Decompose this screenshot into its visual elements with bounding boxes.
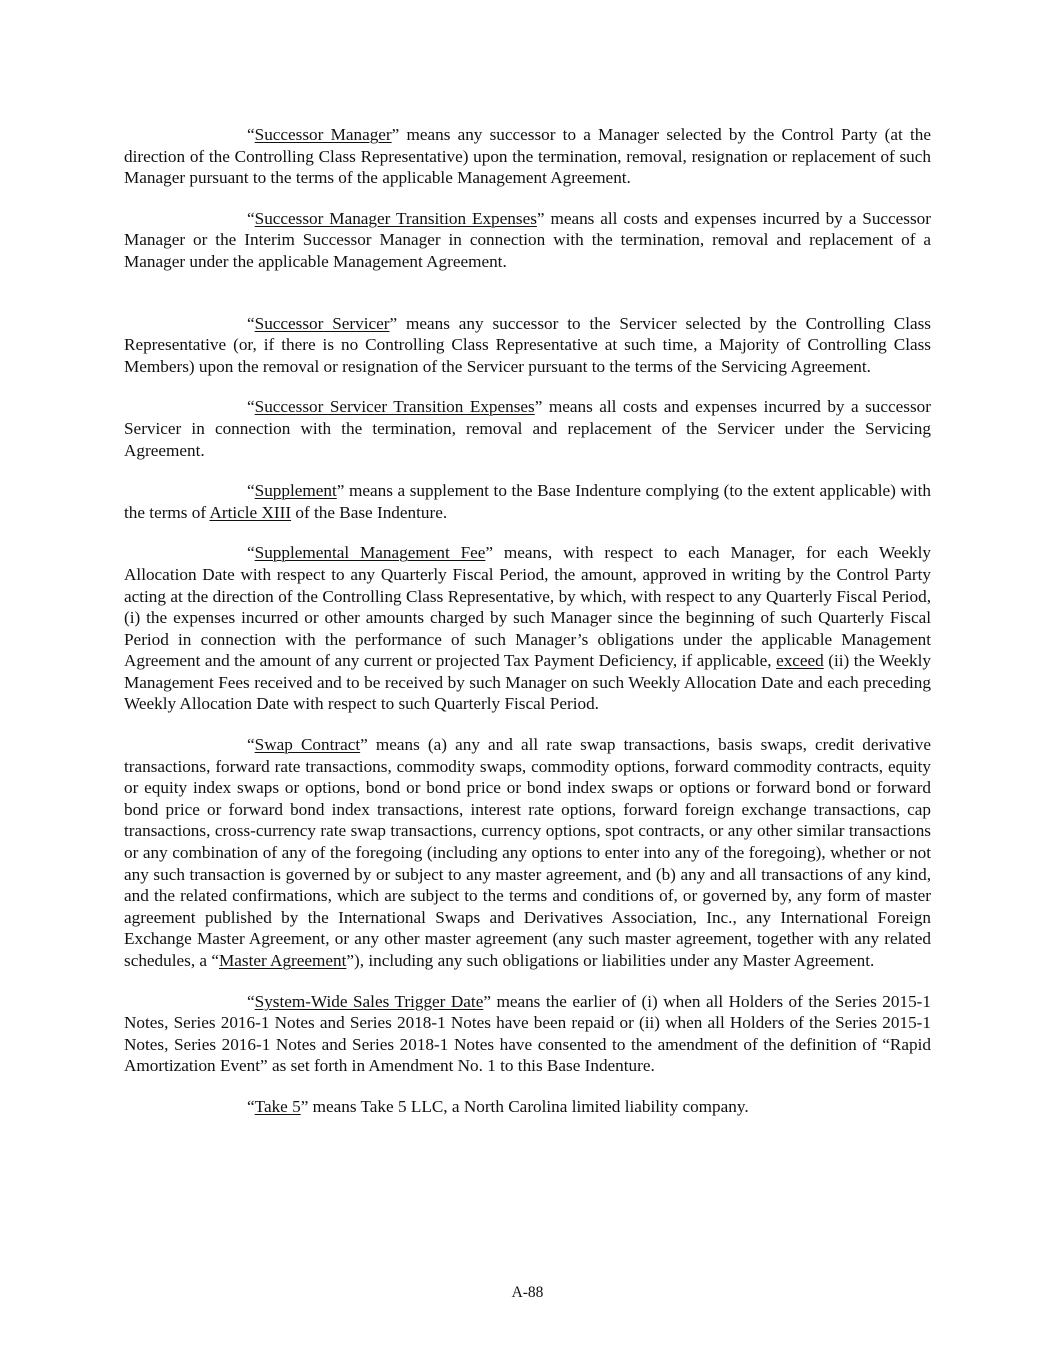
defined-term-master-agreement: Master Agreement — [218, 951, 347, 970]
definition-text: ” means, with respect to each Manager, for each Weekly Allocation Date with respect to any Quarterly Fiscal Period, the amount, approved in writing by the Control Party acting at the direction of the Controlling Class Representative, by which, with respect to any Quarterly Fiscal Period, (i) the expenses incurred or other amounts charged by such Manager since the beginning of such Quarterly Fiscal Period in connection with the performance of such Manager’s obligations under the applicable Management Agreement and the amount of any current or projected Tax Payment Deficiency, if applicable, — [124, 543, 931, 671]
definition-text: of the Base Indenture. — [291, 502, 448, 522]
definition-text: ” means a supplement to the Base Indenture complying (to the extent applicable) with the terms of — [124, 481, 931, 522]
definition-text: ” means any successor to a Manager selected by the Control Party (at the direction of the Controlling Class Representative) upon the termination, removal, resignation or replacement of such Manager pursuant to the terms of the applicable Management Agreement. — [124, 125, 931, 188]
definition-text: ” means (a) any and all rate swap transactions, basis swaps, credit derivative transactions, forward rate transactions, commodity swaps, commodity options, forward commodity contracts, equity or equity index swaps or options, bond or bond price or bond index swaps or options or forward bond or forward bond price or forward bond index transactions, interest rate options, forward foreign exchange transactions, cap transactions, cross-currency rate swap transactions, currency options, spot contracts, or any other similar transactions or any combination of any of the foregoing (including any options to enter into any of the foregoing), whether or not any such transaction is governed by or subject to any master agreement, and (b) any and all transactions of any kind, and the related confirmations, which are subject to the terms and conditions of, or governed by, any form of master agreement published by the International Swaps and Derivatives Association, Inc., any International Foreign Exchange Master Agreement, or any other master agreement (any such master agreement, together with any related schedules, a “ — [124, 735, 931, 970]
defined-term: Successor Manager — [254, 125, 392, 144]
definition-successor-servicer-transition-expenses: “Successor Servicer Transition Expenses” means all costs and expenses incurred by a successor Servicer in connection with the termination, removal and replacement of the Servicer under the Servicing Agreement. — [124, 397, 931, 460]
document-page — [124, 124, 931, 1137]
definition-swap-contract: “Swap Contract” means (a) any and all rate swap transactions, basis swaps, credit derivative transactions, forward rate transactions, commodity swaps, commodity options, forward commodity contracts, equity or equity index swaps or options, bond or bond price or bond index swaps or options or forward bond or forward bond price or forward bond index transactions, interest rate options, forward foreign exchange transactions, cap transactions, cross-currency rate swap transactions, currency options, spot contracts, or any other similar transactions or any combination of any of the foregoing (including any options to enter into any of the foregoing), whether or not any such transaction is governed by or subject to any master agreement, and (b) any and all transactions of any kind, and the related confirmations, which are subject to the terms and conditions of, or governed by, any form of master agreement published by the International Swaps and Derivatives Association, Inc., any International Foreign Exchange Master Agreement, or any other master agreement (any such master agreement, together with any related schedules, a “Master Agreement”), including any such obligations or liabilities under any Master Agreement. — [124, 735, 931, 970]
definition-supplement: “Supplement” means a supplement to the Base Indenture complying (to the extent applicable) with the terms of Article XIII of the Base Indenture. — [124, 481, 931, 522]
definition-text: ” means all costs and expenses incurred by a Successor Manager or the Interim Successor Manager in connection with the termination, removal and replacement of a Manager under the applicable Management Agreement. — [124, 208, 931, 271]
cross-reference-article-xiii: Article XIII — [209, 502, 292, 522]
defined-term: Successor Servicer — [254, 313, 390, 333]
definition-successor-servicer: “Successor Servicer” means any successor to the Servicer selected by the Controlling Class Representative (or, if there is no Controlling Class Representative at such time, a Majority of Controlling Class Members) upon the removal or resignation of the Servicer pursuant to the terms of the Servicing Agreement. — [124, 313, 931, 376]
definition-text: ” means any successor to the Servicer selected by the Controlling Class Representative (or, if there is no Controlling Class Representative at such time, a Majority of Controlling Class Members) upon the removal or resignation of the Servicer pursuant to the terms of the Servicing Agreement. — [124, 313, 931, 376]
definition-take-5: “Take 5” means Take 5 LLC, a North Carolina limited liability company. — [247, 1096, 749, 1116]
definition-successor-manager: “Successor Manager” means any successor to a Manager selected by the Control Party (at the direction of the Controlling Class Representative) upon the termination, removal, resignation or replacement of such Manager pursuant to the terms of the applicable Management Agreement. — [124, 125, 931, 188]
definition-text: ” means the earlier of (i) when all Holders of the Series 2015-1 Notes, Series 2016-1 Notes and Series 2018-1 Notes have been repaid or (ii) when all Holders of the Series 2015-1 Notes, Series 2016-1 Notes and Series 2018-1 Notes have consented to the amendment of the definition of “Rapid Amortization Event” as set forth in Amendment No. 1 to this Base Indenture. — [124, 991, 931, 1076]
definition-text: (ii) the Weekly Management Fees received and to be received by such Manager on such Weekly Allocation Date and each preceding Weekly Allocation Date with respect to such Quarterly Fiscal Period. — [124, 651, 932, 714]
definition-text: ”), including any such obligations or liabilities under any Master Agreement. — [346, 951, 875, 970]
definition-text: ” means all costs and expenses incurred by a successor Servicer in connection with the termination, removal and replacement of the Servicer under the Servicing Agreement. — [124, 397, 931, 460]
defined-term: Supplement — [254, 481, 337, 501]
page-number: A-88 — [511, 1284, 544, 1301]
definition-system-wide-sales-trigger-date: “System-Wide Sales Trigger Date” means the earlier of (i) when all Holders of the Series 2015-1 Notes, Series 2016-1 Notes and Series 2018-1 Notes have been repaid or (ii) when all Holders of the Series 2015-1 Notes, Series 2016-1 Notes and Series 2018-1 Notes have consented to the amendment of the definition of “Rapid Amortization Event” as set forth in Amendment No. 1 to this Base Indenture. — [124, 991, 931, 1076]
emphasis-exceed: exceed — [776, 651, 824, 671]
defined-term: Take 5 — [254, 1096, 301, 1116]
definition-supplemental-management-fee: “Supplemental Management Fee” means, with respect to each Manager, for each Weekly Allocation Date with respect to any Quarterly Fiscal Period, the amount, approved in writing by the Control Party acting at the direction of the Controlling Class Representative, by which, with respect to any Quarterly Fiscal Period, (i) the expenses incurred or other amounts charged by such Manager since the beginning of such Quarterly Fiscal Period in connection with the performance of such Manager’s obligations under the applicable Management Agreement and the amount of any current or projected Tax Payment Deficiency, if applicable, exceed (ii) the Weekly Management Fees received and to be received by such Manager on such Weekly Allocation Date and each preceding Weekly Allocation Date with respect to such Quarterly Fiscal Period. — [124, 543, 932, 714]
defined-term: Successor Manager Transition Expenses — [254, 208, 537, 228]
defined-term: Swap Contract — [254, 735, 361, 755]
definition-text: ” means Take 5 LLC, a North Carolina limited liability company. — [300, 1096, 749, 1116]
defined-term: Supplemental Management Fee — [254, 543, 486, 563]
definition-successor-manager-transition-expenses: “Successor Manager Transition Expenses” means all costs and expenses incurred by a Successor Manager or the Interim Successor Manager in connection with the termination, removal and replacement of a Manager under the applicable Management Agreement. — [124, 208, 931, 271]
defined-term: System-Wide Sales Trigger Date — [254, 991, 484, 1011]
defined-term: Successor Servicer Transition Expenses — [254, 397, 535, 417]
